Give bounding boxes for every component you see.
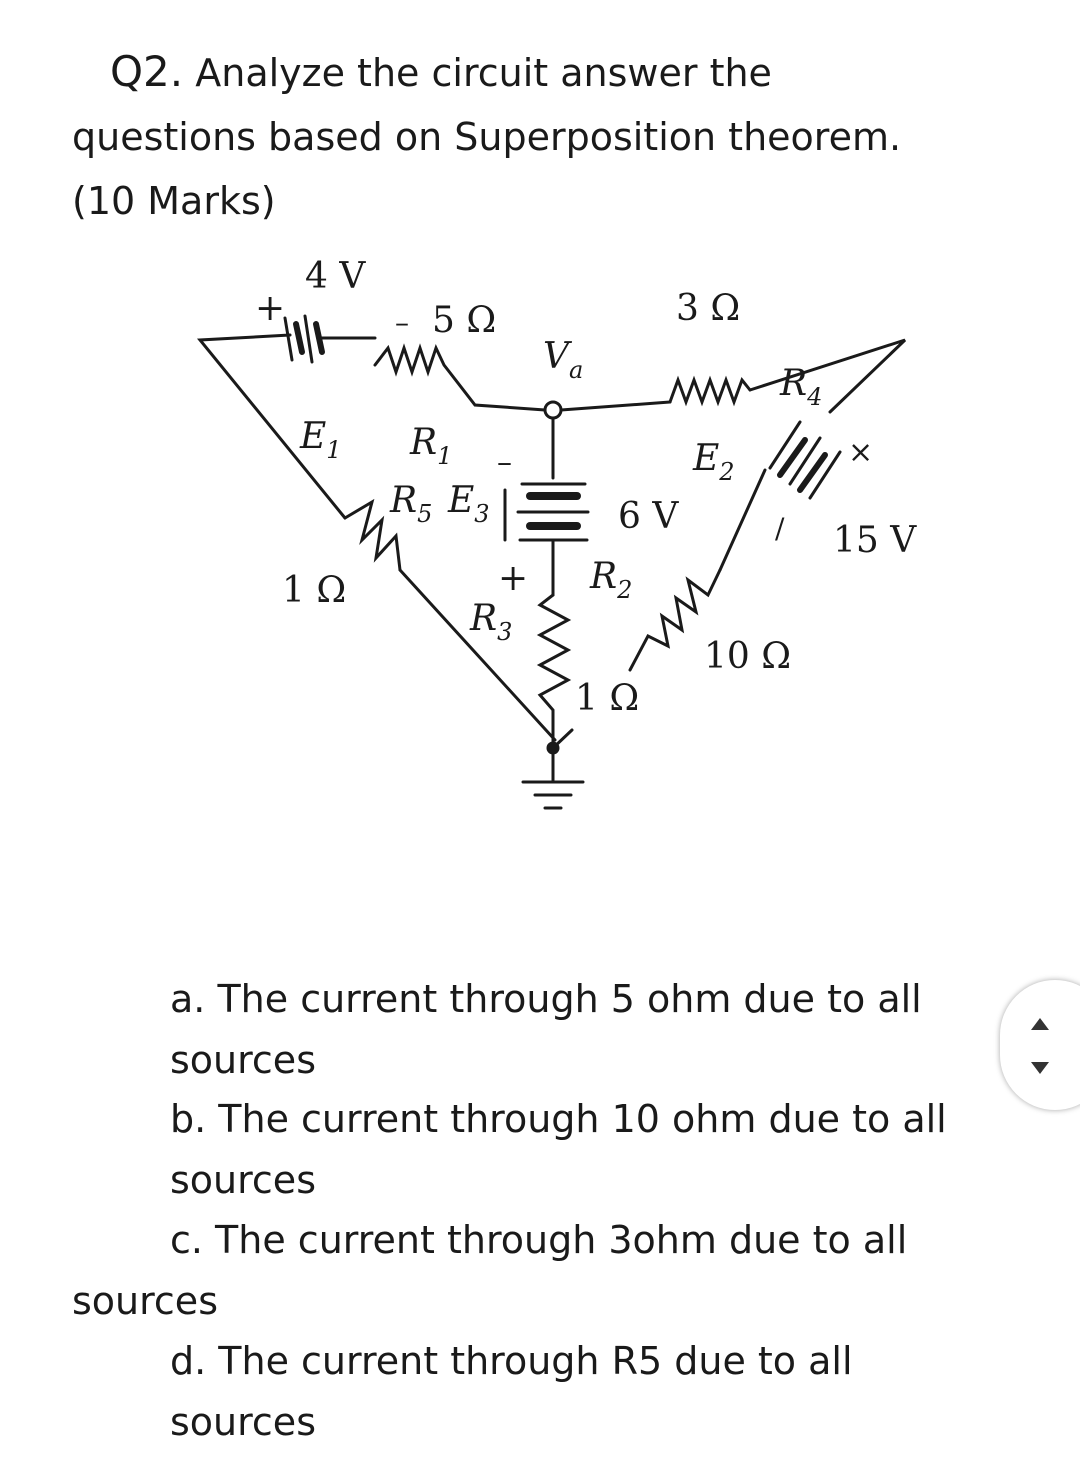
r3-name-label	[469, 598, 512, 646]
e3-sub: 3	[474, 500, 490, 528]
e2-sub: 2	[719, 458, 735, 486]
wire-right-outer	[750, 340, 905, 412]
r4-value-label: 3 Ω	[676, 288, 741, 329]
battery-e2	[720, 422, 840, 570]
r2-value-label: 10 Ω	[704, 636, 792, 677]
r3-sub: 3	[497, 618, 513, 646]
r1-sub: 1	[437, 442, 453, 470]
e3-name-label	[447, 480, 490, 528]
e1-name-label	[299, 416, 342, 464]
r3-name: R	[470, 598, 498, 639]
arrow-down-icon[interactable]	[1031, 1062, 1049, 1074]
scroll-arrows-widget[interactable]	[1000, 980, 1080, 1110]
e3-plus-sign: +	[498, 558, 529, 599]
question-text-line-1: Analyze the circuit answer the	[195, 51, 772, 95]
e3-value-label: 6 V	[618, 496, 679, 537]
r5-value-label: 1 Ω	[282, 570, 347, 611]
r2-name-label	[589, 556, 632, 604]
r5-name: R	[390, 480, 418, 521]
r1-value-label: 5 Ω	[432, 300, 497, 341]
r2-name: R	[590, 556, 618, 597]
node-va-name: V	[543, 336, 569, 377]
r2-sub: 2	[617, 576, 633, 604]
ground-symbol	[523, 730, 583, 808]
arrow-up-icon[interactable]	[1031, 1018, 1049, 1030]
e2-name-label	[692, 438, 735, 486]
e1-plus-sign: +	[255, 288, 286, 329]
resistor-r4	[670, 380, 750, 402]
e1-minus-sign: –	[395, 306, 409, 339]
question-heading	[72, 40, 1032, 233]
e1-name: E	[300, 416, 327, 457]
e1-sub: 1	[326, 436, 342, 464]
r1-name: R	[410, 422, 438, 463]
e3-minus-sign: –	[497, 445, 512, 480]
e2-minus-sign: ×	[848, 435, 874, 470]
resistor-r1	[375, 348, 545, 410]
item-b-line-1: b. The current through 10 ohm due to all	[170, 1097, 947, 1141]
wire-top-right	[561, 402, 670, 410]
e1-value-label: 4 V	[305, 256, 366, 297]
r1-name-label	[409, 422, 452, 470]
resistor-r3	[540, 595, 568, 745]
node-va-sub: a	[569, 356, 584, 384]
item-a-line-1: a. The current through 5 ohm due to all	[170, 977, 922, 1021]
node-va	[545, 402, 561, 418]
item-a-line-2: sources	[170, 1038, 316, 1082]
item-c-line-2: sources	[72, 1279, 218, 1323]
r4-sub: 4	[807, 383, 823, 411]
item-b-line-2: sources	[170, 1158, 316, 1202]
r4-name: R	[780, 363, 808, 404]
r5-name-label	[389, 480, 432, 528]
question-number: Q2.	[110, 47, 184, 96]
e2-name: E	[693, 438, 720, 479]
wire-left-bottom	[400, 570, 555, 740]
circuit-diagram	[0, 240, 1000, 840]
e2-value-label: 15 V	[833, 520, 917, 561]
item-d-line-2: sources	[170, 1400, 316, 1444]
e2-plus-sign: /	[775, 512, 785, 545]
item-d-line-1: d. The current through R5 due to all	[170, 1339, 853, 1383]
r5-sub: 5	[417, 500, 433, 528]
item-c-line-1: c. The current through 3ohm due to all	[170, 1218, 908, 1262]
r3-value-label: 1 Ω	[575, 678, 640, 719]
node-va-label	[543, 336, 583, 384]
question-marks: (10 Marks)	[72, 179, 276, 223]
e3-name: E	[448, 480, 475, 521]
question-text-line-2: questions based on Superposition theorem.	[72, 115, 902, 159]
battery-e1	[285, 316, 375, 362]
